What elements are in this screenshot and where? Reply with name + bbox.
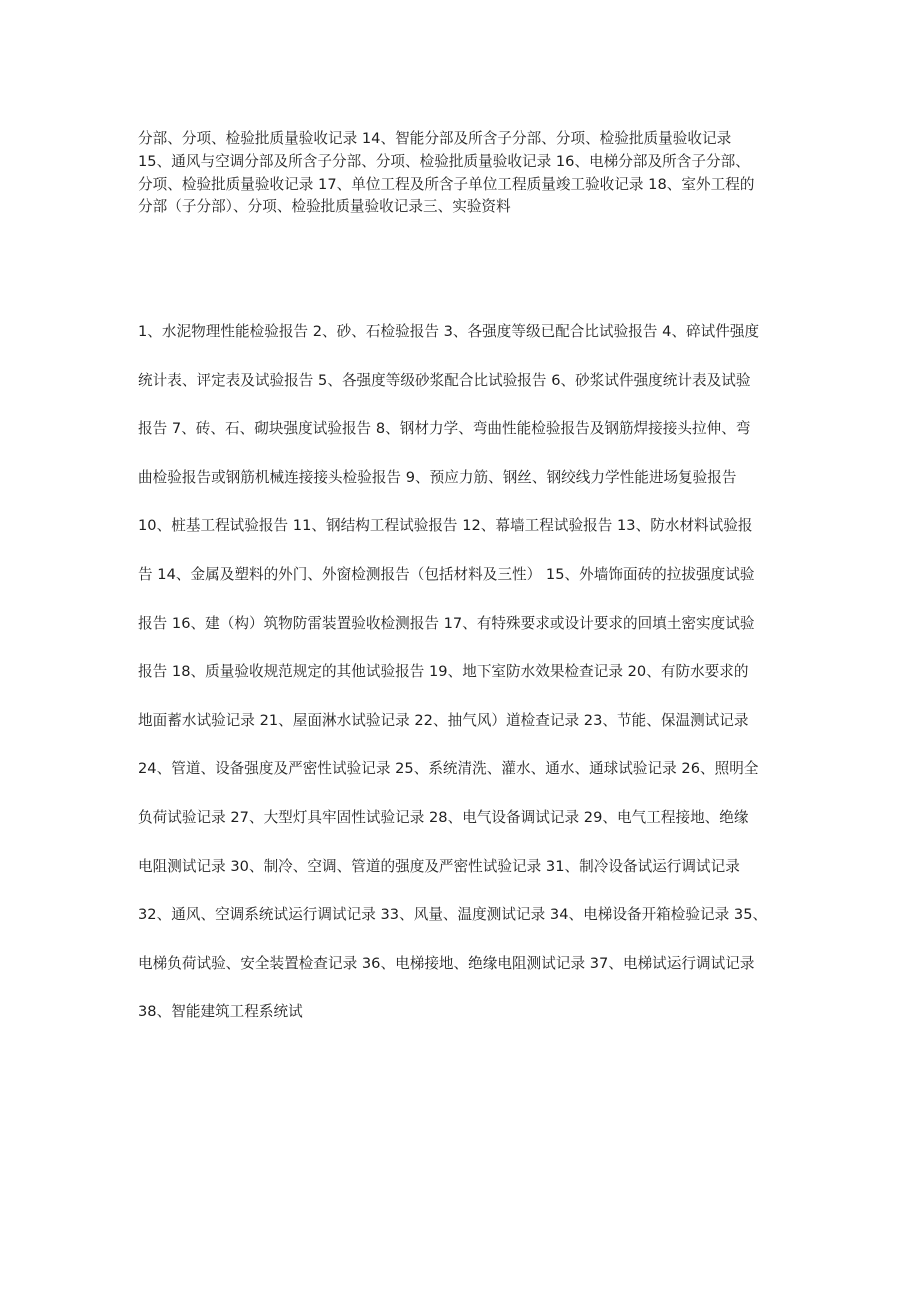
text-line: 32、通风、空调系统试运行调试记录 33、风量、温度测试记录 34、电梯设备开箱检验记录 35、 — [138, 906, 768, 924]
text-line: 38、智能建筑工程系统试 — [138, 1003, 303, 1021]
text-line: 报告 16、建（构）筑物防雷装置验收检测报告 17、有特殊要求或设计要求的回填土密实度试验 — [138, 614, 755, 632]
text-line: 1、水泥物理性能检验报告 2、砂、石检验报告 3、各强度等级已配合比试验报告 4、碎试件强度 — [138, 323, 760, 340]
text-line: 地面蓄水试验记录 21、屋面淋水试验记录 22、抽气风）道检查记录 23、节能、保温测试记录 — [138, 711, 749, 729]
text-line: 分部（子分部）、分项、检验批质量验收记录三、实验资料 — [138, 198, 511, 216]
paragraph-test-reports — [138, 320, 808, 1049]
text-line: 告 14、金属及塑料的外门、外窗检测报告（包括材料及三性） 15、外墙饰面砖的拉拔强度试验 — [138, 565, 755, 583]
text-line: 负荷试验记录 27、大型灯具牢固性试验记录 28、电气设备调试记录 29、电气工程接地、绝缘 — [138, 808, 749, 826]
text-line: 曲检验报告或钢筋机械连接接头检验报告 9、预应力筋、钢丝、钢绞线力学性能进场复验报告 — [138, 468, 737, 486]
text-line: 10、桩基工程试验报告 11、钢结构工程试验报告 12、幕墙工程试验报告 13、防水材料试验报 — [138, 517, 753, 535]
text-line: 24、管道、设备强度及严密性试验记录 25、系统清洗、灌水、通水、通球试验记录 26、照明全 — [138, 760, 759, 778]
text-line: 报告 18、质量验收规范规定的其他试验报告 19、地下室防水效果检查记录 20、有防水要求的 — [138, 663, 749, 681]
text-line: 分部、分项、检验批质量验收记录 14、智能分部及所含子分部、分项、检验批质量验收记录 — [138, 130, 732, 147]
text-line: 电阻测试记录 30、制冷、空调、管道的强度及严密性试验记录 31、制冷设备试运行调试记录 — [138, 857, 740, 875]
text-line: 统计表、评定表及试验报告 5、各强度等级砂浆配合比试验报告 6、砂浆试件强度统计表及试验 — [138, 371, 751, 389]
text-line: 报告 7、砖、石、砌块强度试验报告 8、钢材力学、弯曲性能检验报告及钢筋焊接接头拉伸、弯 — [138, 420, 751, 438]
text-line: 分项、检验批质量验收记录 17、单位工程及所含子单位工程质量竣工验收记录 18、室外工程的 — [138, 175, 755, 193]
paragraph-acceptance-records — [138, 128, 798, 219]
text-line: 电梯负荷试验、安全装置检查记录 36、电梯接地、绝缘电阻测试记录 37、电梯试运行调试记录 — [138, 954, 755, 972]
text-line: 15、通风与空调分部及所含子分部、分项、检验批质量验收记录 16、电梯分部及所含子分部、 — [138, 152, 750, 170]
